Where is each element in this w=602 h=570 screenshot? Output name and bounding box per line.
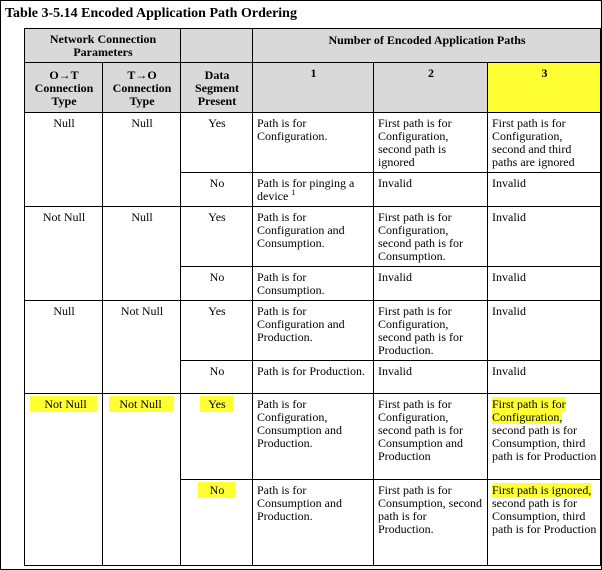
group3-row2-path3: Invalid <box>488 361 601 394</box>
group1-row1-path1: Path is for Configuration. <box>253 113 374 173</box>
group3-row1-path2: First path is for Configuration, second path is for Production. <box>374 301 488 361</box>
group4-row1-data-text: Yes <box>200 396 233 412</box>
header-data-segment: Data Segment Present <box>181 63 253 113</box>
group3-row1-data: Yes <box>181 301 253 361</box>
footnote-ref: 1 <box>291 188 296 197</box>
group3-row2-path1: Path is for Production. <box>253 361 374 394</box>
group3-ot: Null <box>25 301 103 394</box>
group4-row2-data <box>181 480 253 566</box>
table-caption: Table 3-5.14 Encoded Application Path Ordering <box>5 6 297 21</box>
group1-row2-path1-text: Path is for pinging a device <box>257 176 355 203</box>
group4-ot-text: Not Null <box>30 396 96 412</box>
group1-row2-path3: Invalid <box>488 173 601 207</box>
group4-row1-path1: Path is for Configuration, Consumption and Production. <box>253 394 374 480</box>
header-col-3: 3 <box>488 63 601 113</box>
group2-row1-data: Yes <box>181 207 253 267</box>
header-network-params: Network Connection Parameters <box>25 29 181 63</box>
group2-row2-path3: Invalid <box>488 267 601 301</box>
header-col-2: 2 <box>374 63 488 113</box>
group4-row2-path3-rest: second path is for Consumption, third path is for Production <box>492 496 597 536</box>
group1-row1-path2: First path is for Configuration, second path is ignored <box>374 113 488 173</box>
path-ordering-table <box>24 28 601 566</box>
group1-row1-data: Yes <box>181 113 253 173</box>
group3-row1-path1: Path is for Configuration and Production. <box>253 301 374 361</box>
group1-row2-path2: Invalid <box>374 173 488 207</box>
group4-row1-data <box>181 394 253 480</box>
header-col-1: 1 <box>253 63 374 113</box>
group4-row1-path3-rest: second path is for Consumption, third path is for Production <box>492 423 597 463</box>
header-ot-type: O→T Connection Type <box>25 63 103 113</box>
group1-to: Null <box>103 113 181 207</box>
group2-row1-path3: Invalid <box>488 207 601 267</box>
group4-row1-path2: First path is for Configuration, second path is for Consumption and Production <box>374 394 488 480</box>
group2-row2-path2: Invalid <box>374 267 488 301</box>
group4-row1-path3-highlight: First path is for Configuration, <box>492 397 566 424</box>
group2-row1-path2: First path is for Configuration, second path is for Consumption. <box>374 207 488 267</box>
group4-row2-path2: First path is for Consumption, second path is for Production. <box>374 480 488 566</box>
header-num-paths: Number of Encoded Application Paths <box>253 29 601 63</box>
group2-row2-path1: Path is for Consumption. <box>253 267 374 301</box>
group1-ot: Null <box>25 113 103 207</box>
group4-row1-path3 <box>488 394 601 480</box>
group3-to: Not Null <box>103 301 181 394</box>
group4-row2-path3-highlight: First path is ignored, <box>492 483 592 497</box>
group4-to <box>103 394 181 566</box>
group1-row2-path1 <box>253 173 374 207</box>
header-blank <box>181 29 253 63</box>
group3-row1-path3: Invalid <box>488 301 601 361</box>
group3-row2-data: No <box>181 361 253 394</box>
group4-row2-data-text: No <box>198 482 237 498</box>
group2-to: Null <box>103 207 181 301</box>
group4-to-text: Not Null <box>109 396 173 412</box>
group2-row2-data: No <box>181 267 253 301</box>
group2-ot: Not Null <box>25 207 103 301</box>
group3-row2-path2: Invalid <box>374 361 488 394</box>
group4-ot <box>25 394 103 566</box>
group4-row2-path1: Path is for Consumption and Production. <box>253 480 374 566</box>
group2-row1-path1: Path is for Configuration and Consumption. <box>253 207 374 267</box>
group4-row2-path3 <box>488 480 601 566</box>
group1-row2-data: No <box>181 173 253 207</box>
header-to-type: T→O Connection Type <box>103 63 181 113</box>
group1-row1-path3: First path is for Configuration, second and third paths are ignored <box>488 113 601 173</box>
